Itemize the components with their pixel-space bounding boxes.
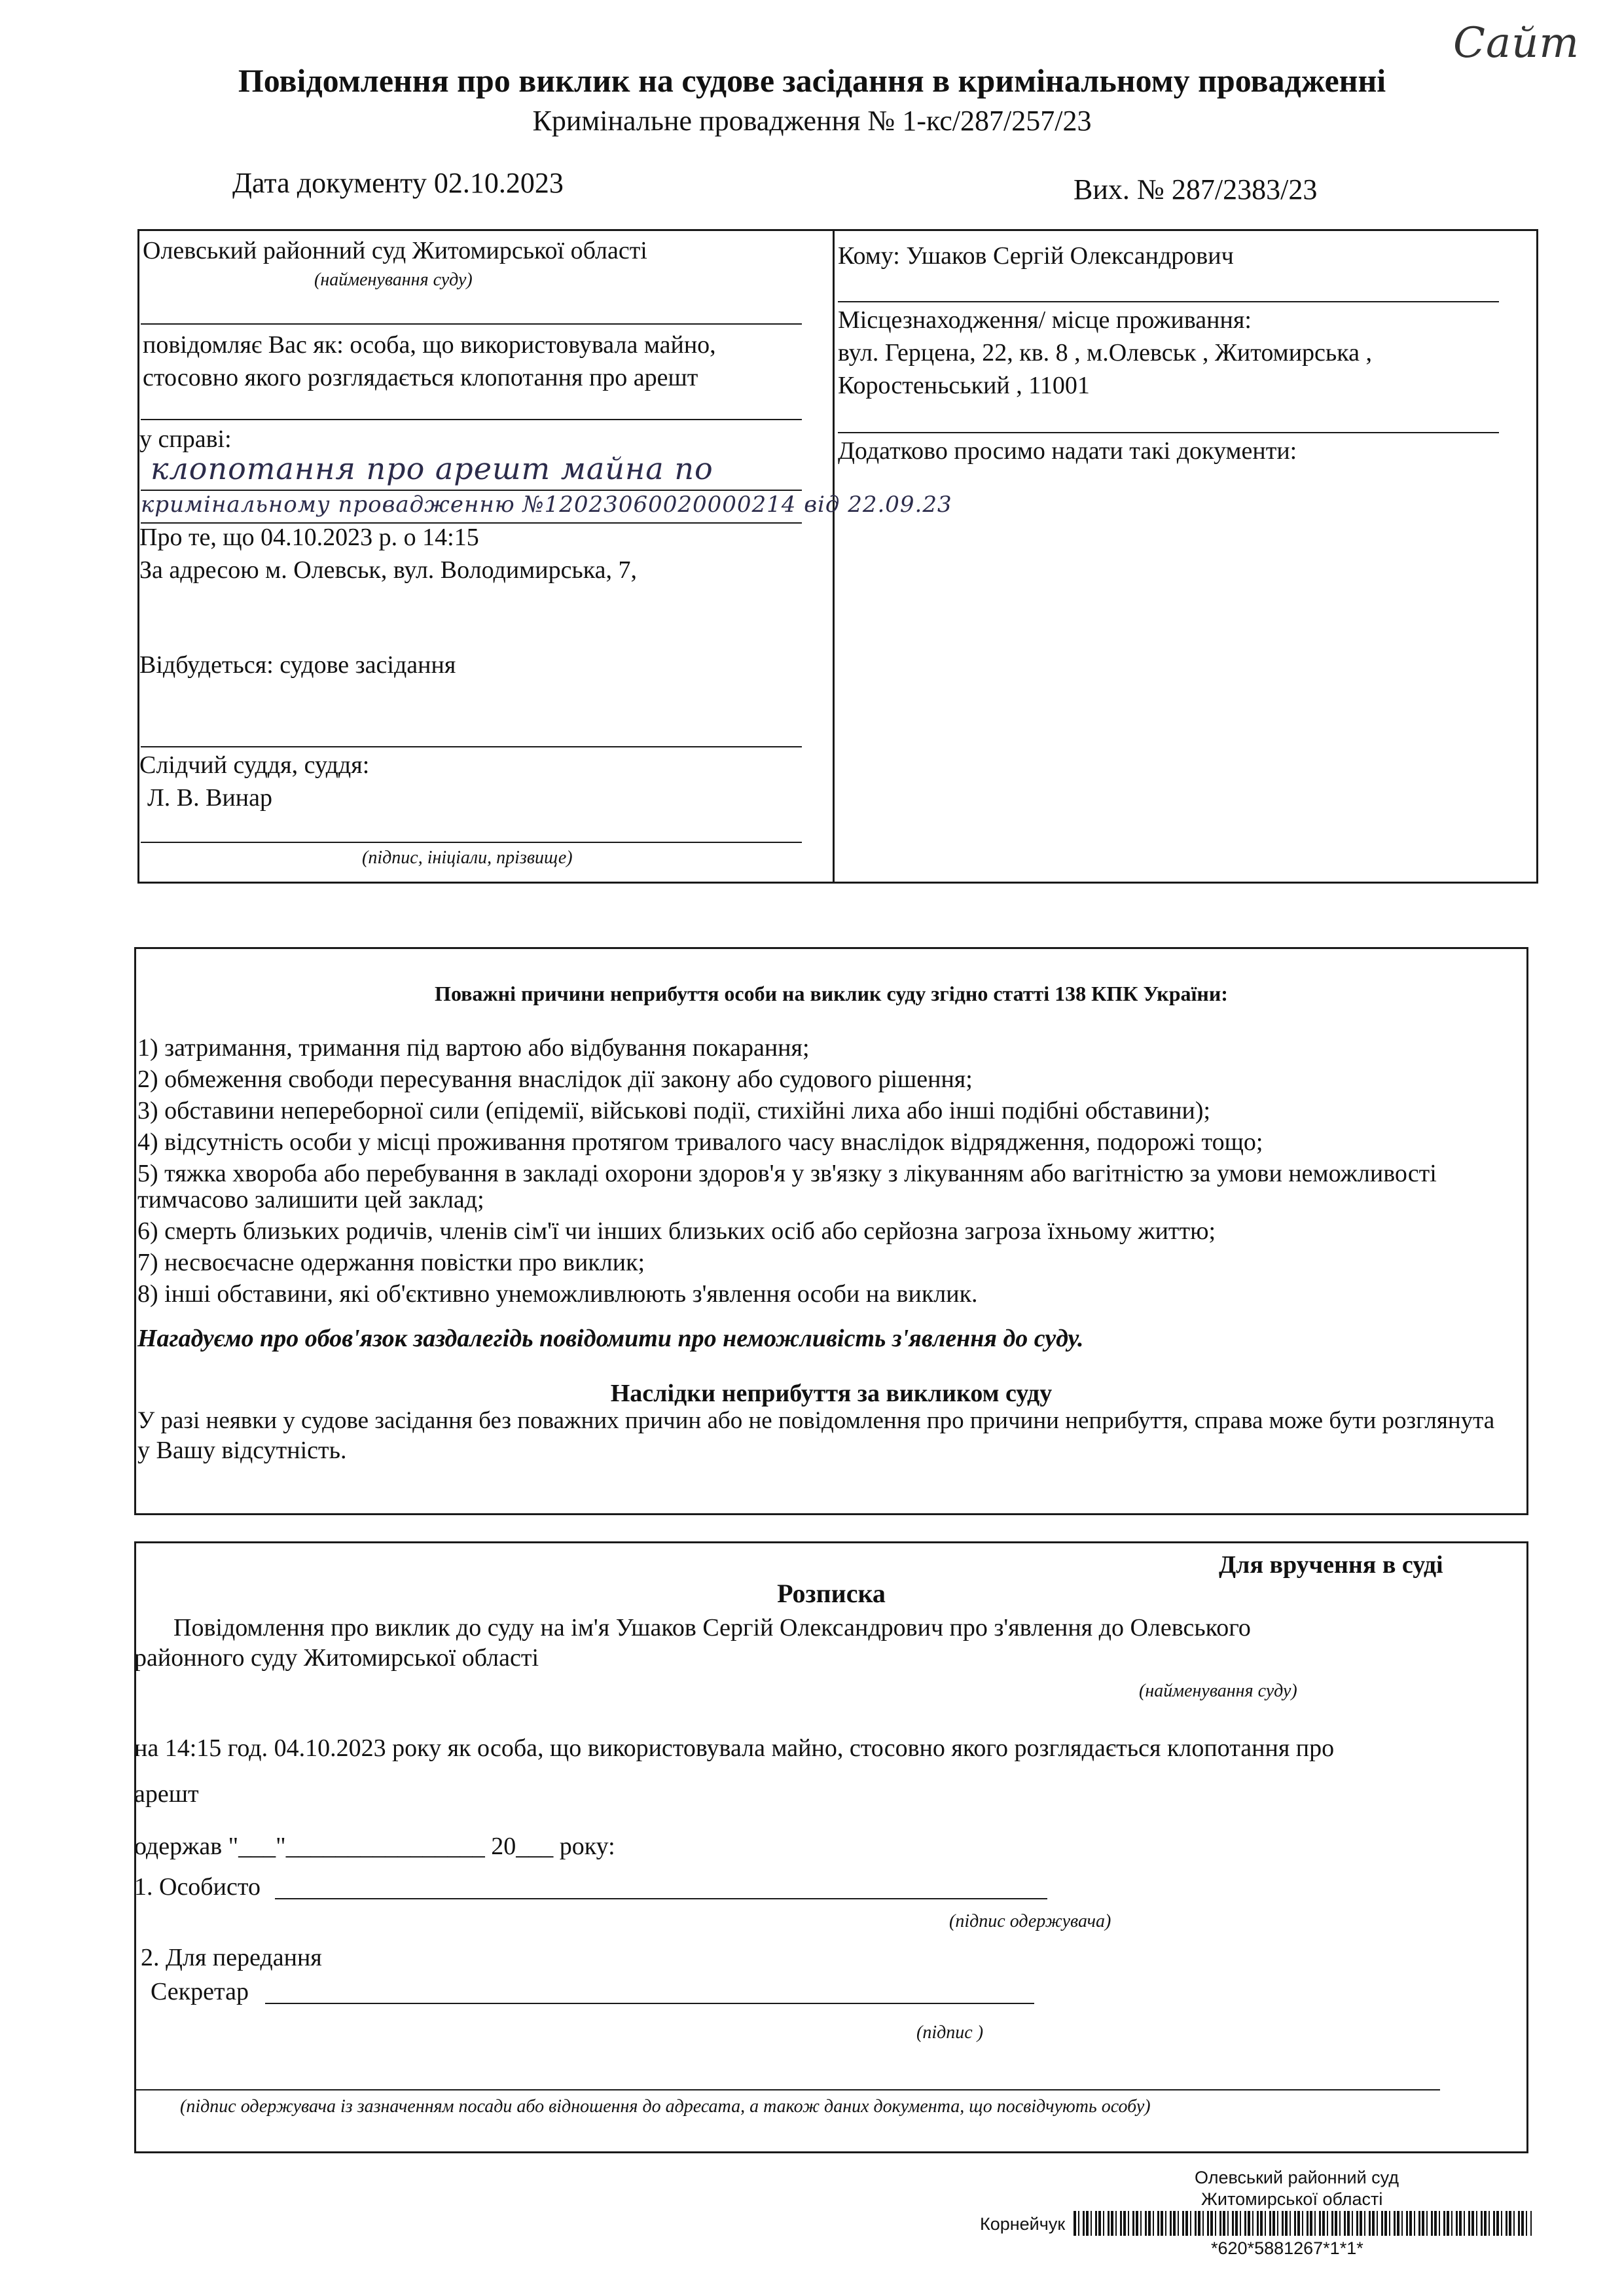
receipt-court-caption: (найменування суду) bbox=[1139, 1681, 1297, 1701]
recipient-address-line-2: Коростеньський , 11001 bbox=[838, 372, 1090, 399]
corner-handwritten-note: Сайт bbox=[1453, 19, 1580, 67]
receipt-line-3: на 14:15 год. 04.10.2023 року як особа, що використовувала майно, стосовно якого розглядається клопотання про bbox=[134, 1734, 1335, 1762]
judge-name: Л. В. Винар bbox=[147, 784, 273, 812]
receipt-line-4: арешт bbox=[134, 1780, 199, 1808]
separator bbox=[838, 301, 1499, 302]
consequences-title: Наслідки неприбуття за викликом суду bbox=[610, 1380, 1053, 1407]
receipt-line-2: районного суду Житомирської області bbox=[134, 1644, 539, 1672]
personally-signature-line bbox=[275, 1898, 1047, 1899]
secretary-signature-caption: (підпис ) bbox=[916, 2022, 984, 2043]
handwritten-case-line-1: клопотання про арешт майна по bbox=[151, 451, 713, 486]
receipt-title: Розписка bbox=[777, 1579, 886, 1608]
consequences-line-2: у Вашу відсутність. bbox=[137, 1437, 347, 1464]
court-name-caption: (найменування суду) bbox=[314, 270, 473, 290]
receipt-line-1: Повідомлення про виклик до суду на ім'я Ушаков Сергій Олександрович про з'явлення до Олевського bbox=[173, 1614, 1251, 1641]
case-number-line: Кримінальне провадження № 1-кс/287/257/23 bbox=[532, 105, 1092, 137]
footer-court-line-2: Житомирської області bbox=[1201, 2189, 1383, 2209]
reason-item: тимчасово залишити цей заклад; bbox=[137, 1186, 484, 1213]
hearing-address: За адресою м. Олевськ, вул. Володимирська, 7, bbox=[139, 556, 638, 584]
reason-item: 2) обмеження свободи пересування внаслідок дії закону або судового рішення; bbox=[137, 1066, 973, 1093]
separator bbox=[141, 746, 802, 747]
separator bbox=[141, 419, 802, 420]
notify-line-2: стосовно якого розглядається клопотання про арешт bbox=[143, 364, 698, 391]
reason-item: 5) тяжка хвороба або перебування в закладі охорони здоров'я у зв'язку з лікуванням або вагітністю за умови неможливості bbox=[137, 1160, 1437, 1187]
for-transfer-label: 2. Для передання bbox=[141, 1944, 322, 1971]
location-label: Місцезнаходження/ місце проживання: bbox=[838, 306, 1252, 334]
barcode bbox=[1074, 2211, 1532, 2236]
clerk-name: Корнейчук bbox=[980, 2214, 1066, 2234]
case-label: у справі: bbox=[139, 425, 232, 453]
reason-item: 4) відсутність особи у місці проживання протягом тривалого часу внаслідок відрядження, подорожі тощо; bbox=[137, 1128, 1263, 1156]
reason-item: 1) затримання, тримання під вартою або відбування покарання; bbox=[137, 1034, 810, 1062]
separator bbox=[838, 432, 1499, 433]
received-date-line: одержав "___"________________ 20___ року: bbox=[134, 1833, 615, 1860]
signature-line bbox=[141, 842, 802, 843]
footer-court-line-1: Олевський районний суд bbox=[1195, 2168, 1399, 2187]
barcode-text: *620*5881267*1*1* bbox=[1211, 2238, 1363, 2258]
separator bbox=[141, 323, 802, 325]
reminder: Нагадуємо про обов'язок заздалегідь повідомити про неможливість з'явлення до суду. bbox=[137, 1325, 1084, 1352]
document-title: Повідомлення про виклик на судове засідання в кримінальному провадженні bbox=[238, 62, 1386, 99]
reason-item: 6) смерть близьких родичів, членів сім'ї чи інших близьких осіб або серйозна загроза їхньому життю; bbox=[137, 1217, 1216, 1245]
judge-label: Слідчий суддя, суддя: bbox=[139, 751, 370, 779]
column-divider bbox=[833, 229, 835, 884]
personally-label: 1. Особисто bbox=[134, 1873, 261, 1901]
reasons-title: Поважні причини неприбуття особи на виклик суду згідно статті 138 КПК України: bbox=[435, 982, 1228, 1005]
footer-signature-line bbox=[134, 2089, 1440, 2090]
reason-item: 8) інші обставини, які об'єктивно унеможливлюють з'явлення особи на виклик. bbox=[137, 1280, 978, 1308]
reason-item: 3) обставини непереборної сили (епідемії, військові події, стихійні лиха або інші подібні обставини); bbox=[137, 1097, 1211, 1124]
outgoing-number: Вих. № 287/2383/23 bbox=[1074, 173, 1318, 206]
separator bbox=[141, 490, 802, 491]
for-court-delivery: Для вручення в суді bbox=[1219, 1551, 1443, 1579]
hearing-event: Відбудеться: судове засідання bbox=[139, 651, 456, 679]
hearing-datetime: Про те, що 04.10.2023 р. о 14:15 bbox=[139, 524, 479, 551]
document-date: Дата документу 02.10.2023 bbox=[232, 167, 564, 199]
documents-request: Додатково просимо надати такі документи: bbox=[838, 437, 1297, 465]
consequences-line-1: У разі неявки у судове засідання без поважних причин або не повідомлення про причини неприбуття, справа може бути розглянута bbox=[137, 1407, 1495, 1434]
recipient-address-line-1: вул. Герцена, 22, кв. 8 , м.Олевськ , Житомирська , bbox=[838, 339, 1372, 367]
recipient-signature-caption: (підпис одержувача) bbox=[949, 1911, 1111, 1931]
notify-line-1: повідомляє Вас як: особа, що використовувала майно, bbox=[143, 331, 716, 359]
recipient: Кому: Ушаков Сергій Олександрович bbox=[838, 242, 1234, 270]
footer-caption: (підпис одержувача із зазначенням посади або відношення до адресата, а також даних документа, що посвідчують особу) bbox=[180, 2096, 1151, 2117]
reason-item: 7) несвоєчасне одержання повістки про виклик; bbox=[137, 1249, 645, 1276]
secretary-label: Секретар bbox=[151, 1978, 249, 2005]
signature-caption: (підпис, ініціали, прізвище) bbox=[362, 848, 573, 868]
handwritten-case-line-2: кримінальному провадженню №12023060020000214 від 22.09.23 bbox=[141, 492, 952, 518]
court-name: Олевський районний суд Житомирської області bbox=[143, 237, 647, 264]
secretary-signature-line bbox=[265, 2003, 1034, 2004]
